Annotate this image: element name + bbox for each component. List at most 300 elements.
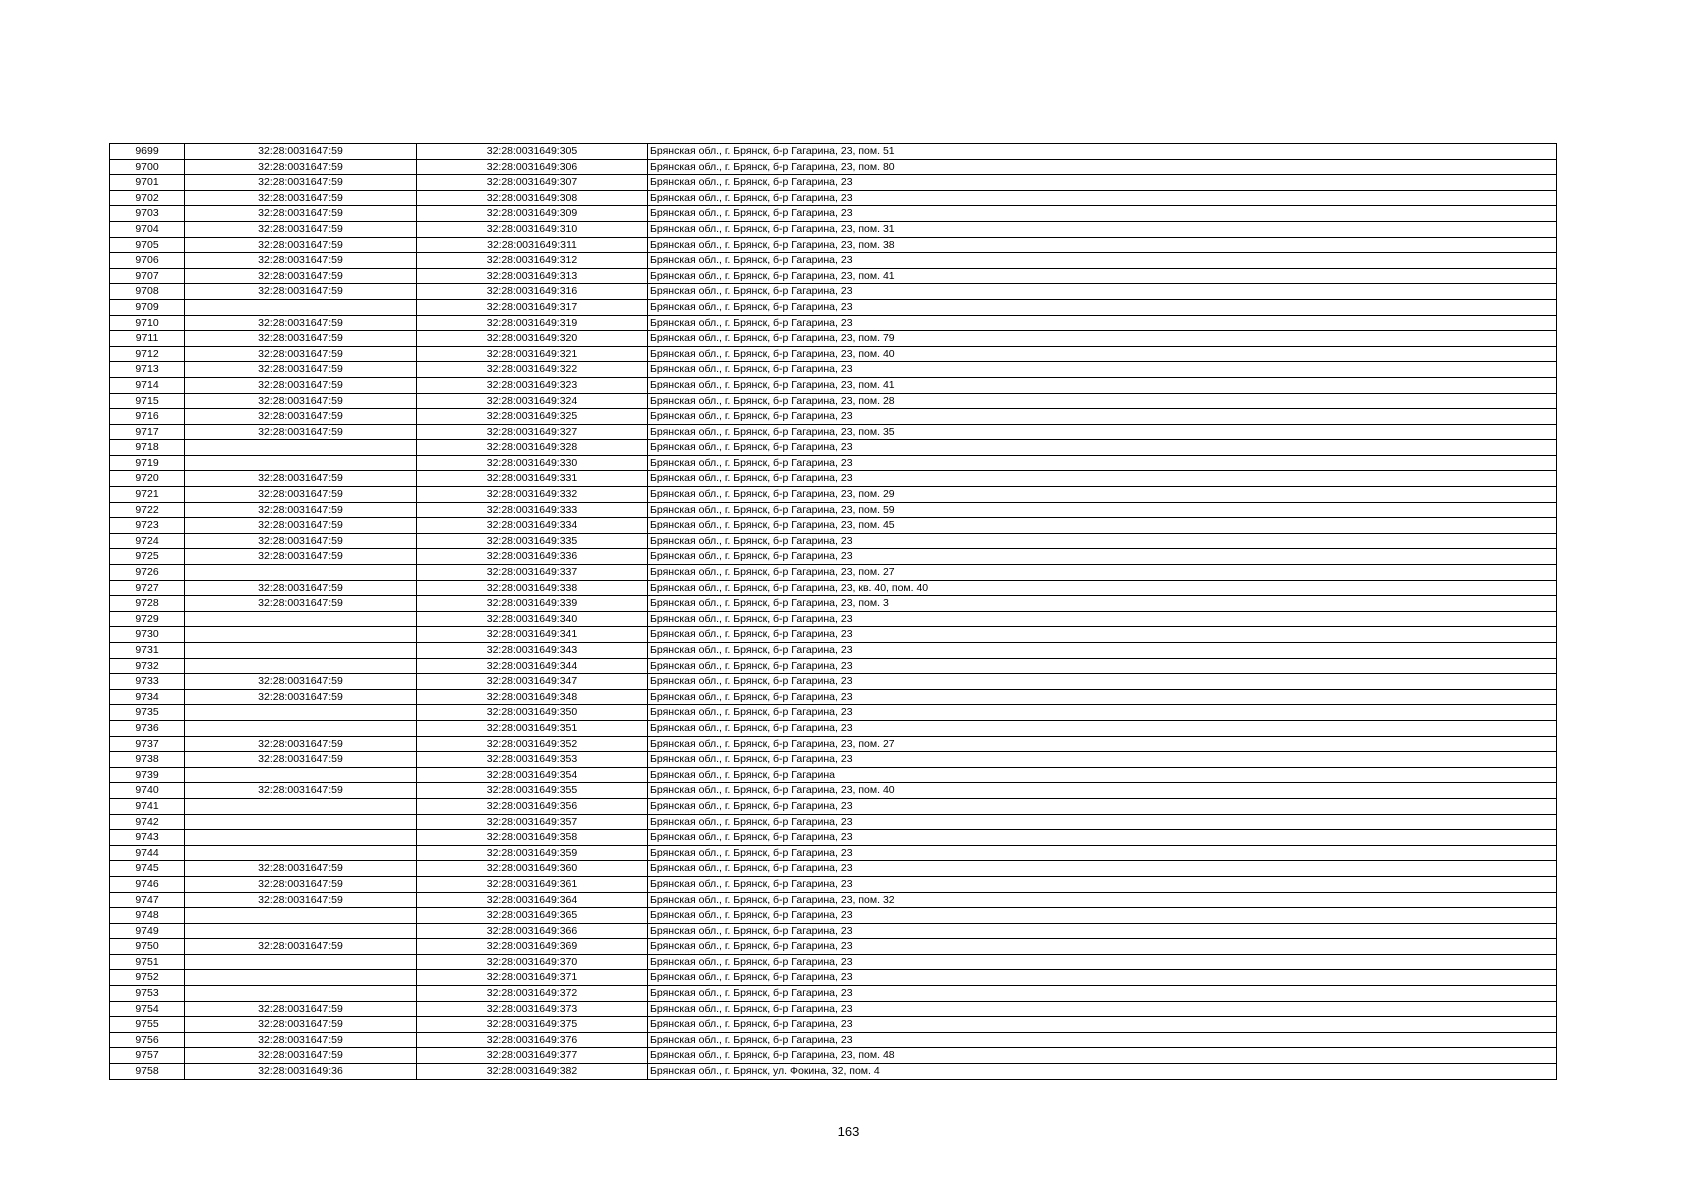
- address-cell: Брянская обл., г. Брянск, б-р Гагарина, 23: [648, 1032, 1557, 1048]
- cadastral-number-cell: 32:28:0031649:360: [417, 861, 648, 877]
- cadastral-number-cell: 32:28:0031649:330: [417, 455, 648, 471]
- cadastral-number-cell: 32:28:0031649:366: [417, 923, 648, 939]
- table-row: [110, 939, 1557, 955]
- address-cell: Брянская обл., г. Брянск, б-р Гагарина, 23: [648, 1017, 1557, 1033]
- address-cell: Брянская обл., г. Брянск, б-р Гагарина, 23: [648, 814, 1557, 830]
- table-row: [110, 705, 1557, 721]
- cadastral-number-cell: 32:28:0031649:347: [417, 674, 648, 690]
- address-cell: Брянская обл., г. Брянск, б-р Гагарина, 23, пом. 29: [648, 487, 1557, 503]
- table-row: [110, 377, 1557, 393]
- table-row: [110, 221, 1557, 237]
- address-cell: Брянская обл., г. Брянск, б-р Гагарина, 23: [648, 206, 1557, 222]
- address-cell: Брянская обл., г. Брянск, б-р Гагарина, 23: [648, 970, 1557, 986]
- address-cell: Брянская обл., г. Брянск, б-р Гагарина, 23, пом. 38: [648, 237, 1557, 253]
- parent-cadastral-number-cell: 32:28:0031647:59: [185, 1017, 417, 1033]
- cadastral-number-cell: 32:28:0031649:348: [417, 689, 648, 705]
- cadastral-number-cell: 32:28:0031649:307: [417, 175, 648, 191]
- parent-cadastral-number-cell: 32:28:0031647:59: [185, 190, 417, 206]
- parent-cadastral-number-cell: 32:28:0031647:59: [185, 315, 417, 331]
- cadastral-number-cell: 32:28:0031649:370: [417, 954, 648, 970]
- row-number-cell: 9719: [110, 455, 185, 471]
- row-number-cell: 9745: [110, 861, 185, 877]
- row-number-cell: 9708: [110, 284, 185, 300]
- cadastral-number-cell: 32:28:0031649:332: [417, 487, 648, 503]
- address-cell: Брянская обл., г. Брянск, б-р Гагарина, 23: [648, 627, 1557, 643]
- table-row: [110, 331, 1557, 347]
- row-number-cell: 9753: [110, 986, 185, 1002]
- row-number-cell: 9739: [110, 767, 185, 783]
- address-cell: Брянская обл., г. Брянск, б-р Гагарина, 23, пом. 32: [648, 892, 1557, 908]
- table-row: [110, 502, 1557, 518]
- row-number-cell: 9741: [110, 798, 185, 814]
- address-cell: Брянская обл., г. Брянск, б-р Гагарина, 23: [648, 752, 1557, 768]
- row-number-cell: 9746: [110, 876, 185, 892]
- address-cell: Брянская обл., г. Брянск, б-р Гагарина, 23, кв. 40, пом. 40: [648, 580, 1557, 596]
- cadastral-number-cell: 32:28:0031649:361: [417, 876, 648, 892]
- address-cell: Брянская обл., г. Брянск, б-р Гагарина, 23: [648, 190, 1557, 206]
- cadastral-number-cell: 32:28:0031649:351: [417, 720, 648, 736]
- address-cell: Брянская обл., г. Брянск, б-р Гагарина, 23: [648, 674, 1557, 690]
- cadastral-number-cell: 32:28:0031649:354: [417, 767, 648, 783]
- page-number: 163: [837, 1124, 860, 1139]
- address-cell: Брянская обл., г. Брянск, б-р Гагарина, 23: [648, 689, 1557, 705]
- row-number-cell: 9713: [110, 362, 185, 378]
- cadastral-number-cell: 32:28:0031649:339: [417, 596, 648, 612]
- cadastral-number-cell: 32:28:0031649:355: [417, 783, 648, 799]
- cadastral-number-cell: 32:28:0031649:359: [417, 845, 648, 861]
- address-cell: Брянская обл., г. Брянск, б-р Гагарина, 23, пом. 80: [648, 159, 1557, 175]
- table-row: [110, 814, 1557, 830]
- cadastral-number-cell: 32:28:0031649:331: [417, 471, 648, 487]
- registry-table: [109, 143, 1557, 1080]
- parent-cadastral-number-cell: 32:28:0031647:59: [185, 144, 417, 160]
- parent-cadastral-number-cell: 32:28:0031647:59: [185, 284, 417, 300]
- row-number-cell: 9712: [110, 346, 185, 362]
- cadastral-number-cell: 32:28:0031649:322: [417, 362, 648, 378]
- table-row: [110, 268, 1557, 284]
- row-number-cell: 9742: [110, 814, 185, 830]
- cadastral-number-cell: 32:28:0031649:341: [417, 627, 648, 643]
- parent-cadastral-number-cell: [185, 814, 417, 830]
- row-number-cell: 9756: [110, 1032, 185, 1048]
- table-row: [110, 284, 1557, 300]
- row-number-cell: 9714: [110, 377, 185, 393]
- row-number-cell: 9729: [110, 611, 185, 627]
- parent-cadastral-number-cell: 32:28:0031647:59: [185, 221, 417, 237]
- address-cell: Брянская обл., г. Брянск, б-р Гагарина, 23: [648, 986, 1557, 1002]
- address-cell: Брянская обл., г. Брянск, б-р Гагарина, 23, пом. 40: [648, 346, 1557, 362]
- cadastral-number-cell: 32:28:0031649:327: [417, 424, 648, 440]
- address-cell: Брянская обл., г. Брянск, б-р Гагарина, 23: [648, 939, 1557, 955]
- address-cell: Брянская обл., г. Брянск, б-р Гагарина, 23: [648, 362, 1557, 378]
- parent-cadastral-number-cell: 32:28:0031647:59: [185, 518, 417, 534]
- address-cell: Брянская обл., г. Брянск, б-р Гагарина, 23: [648, 1001, 1557, 1017]
- cadastral-number-cell: 32:28:0031649:306: [417, 159, 648, 175]
- row-number-cell: 9733: [110, 674, 185, 690]
- parent-cadastral-number-cell: 32:28:0031647:59: [185, 424, 417, 440]
- row-number-cell: 9744: [110, 845, 185, 861]
- table-row: [110, 627, 1557, 643]
- parent-cadastral-number-cell: [185, 440, 417, 456]
- address-cell: Брянская обл., г. Брянск, б-р Гагарина, 23: [648, 440, 1557, 456]
- table-row: [110, 533, 1557, 549]
- cadastral-number-cell: 32:28:0031649:305: [417, 144, 648, 160]
- row-number-cell: 9730: [110, 627, 185, 643]
- table-row: [110, 908, 1557, 924]
- address-cell: Брянская обл., г. Брянск, б-р Гагарина, 23: [648, 798, 1557, 814]
- row-number-cell: 9728: [110, 596, 185, 612]
- row-number-cell: 9701: [110, 175, 185, 191]
- address-cell: Брянская обл., г. Брянск, б-р Гагарина, 23: [648, 611, 1557, 627]
- row-number-cell: 9706: [110, 253, 185, 269]
- parent-cadastral-number-cell: 32:28:0031647:59: [185, 689, 417, 705]
- table-row: [110, 237, 1557, 253]
- row-number-cell: 9748: [110, 908, 185, 924]
- parent-cadastral-number-cell: [185, 705, 417, 721]
- table-row: [110, 970, 1557, 986]
- parent-cadastral-number-cell: [185, 643, 417, 659]
- parent-cadastral-number-cell: 32:28:0031647:59: [185, 861, 417, 877]
- table-row: [110, 643, 1557, 659]
- cadastral-number-cell: 32:28:0031649:337: [417, 565, 648, 581]
- row-number-cell: 9720: [110, 471, 185, 487]
- table-row: [110, 518, 1557, 534]
- address-cell: Брянская обл., г. Брянск, б-р Гагарина, 23, пом. 51: [648, 144, 1557, 160]
- row-number-cell: 9749: [110, 923, 185, 939]
- cadastral-number-cell: 32:28:0031649:350: [417, 705, 648, 721]
- parent-cadastral-number-cell: 32:28:0031647:59: [185, 549, 417, 565]
- parent-cadastral-number-cell: [185, 455, 417, 471]
- registry-sheet: [109, 143, 1556, 1080]
- row-number-cell: 9707: [110, 268, 185, 284]
- table-row: [110, 144, 1557, 160]
- row-number-cell: 9705: [110, 237, 185, 253]
- cadastral-number-cell: 32:28:0031649:336: [417, 549, 648, 565]
- cadastral-number-cell: 32:28:0031649:333: [417, 502, 648, 518]
- table-row: [110, 580, 1557, 596]
- cadastral-number-cell: 32:28:0031649:364: [417, 892, 648, 908]
- table-row: [110, 487, 1557, 503]
- row-number-cell: 9726: [110, 565, 185, 581]
- parent-cadastral-number-cell: [185, 845, 417, 861]
- parent-cadastral-number-cell: 32:28:0031647:59: [185, 253, 417, 269]
- cadastral-number-cell: 32:28:0031649:308: [417, 190, 648, 206]
- row-number-cell: 9752: [110, 970, 185, 986]
- parent-cadastral-number-cell: [185, 720, 417, 736]
- table-row: [110, 299, 1557, 315]
- address-cell: Брянская обл., г. Брянск, б-р Гагарина, 23, пом. 41: [648, 377, 1557, 393]
- parent-cadastral-number-cell: 32:28:0031647:59: [185, 892, 417, 908]
- table-row: [110, 1048, 1557, 1064]
- address-cell: Брянская обл., г. Брянск, б-р Гагарина, 23, пом. 28: [648, 393, 1557, 409]
- row-number-cell: 9758: [110, 1064, 185, 1080]
- parent-cadastral-number-cell: [185, 908, 417, 924]
- cadastral-number-cell: 32:28:0031649:343: [417, 643, 648, 659]
- table-row: [110, 674, 1557, 690]
- address-cell: Брянская обл., г. Брянск, б-р Гагарина, 23, пом. 59: [648, 502, 1557, 518]
- parent-cadastral-number-cell: 32:28:0031647:59: [185, 580, 417, 596]
- address-cell: Брянская обл., г. Брянск, б-р Гагарина, 23, пом. 48: [648, 1048, 1557, 1064]
- row-number-cell: 9751: [110, 954, 185, 970]
- parent-cadastral-number-cell: 32:28:0031647:59: [185, 736, 417, 752]
- parent-cadastral-number-cell: [185, 611, 417, 627]
- cadastral-number-cell: 32:28:0031649:328: [417, 440, 648, 456]
- cadastral-number-cell: 32:28:0031649:344: [417, 658, 648, 674]
- parent-cadastral-number-cell: 32:28:0031647:59: [185, 393, 417, 409]
- parent-cadastral-number-cell: 32:28:0031647:59: [185, 752, 417, 768]
- table-row: [110, 783, 1557, 799]
- table-row: [110, 767, 1557, 783]
- row-number-cell: 9718: [110, 440, 185, 456]
- parent-cadastral-number-cell: [185, 299, 417, 315]
- table-row: [110, 736, 1557, 752]
- address-cell: Брянская обл., г. Брянск, б-р Гагарина, 23: [648, 409, 1557, 425]
- row-number-cell: 9738: [110, 752, 185, 768]
- parent-cadastral-number-cell: 32:28:0031647:59: [185, 939, 417, 955]
- address-cell: Брянская обл., г. Брянск, б-р Гагарина, 23: [648, 908, 1557, 924]
- table-row: [110, 752, 1557, 768]
- row-number-cell: 9722: [110, 502, 185, 518]
- address-cell: Брянская обл., г. Брянск, б-р Гагарина, 23: [648, 549, 1557, 565]
- table-row: [110, 346, 1557, 362]
- row-number-cell: 9743: [110, 830, 185, 846]
- address-cell: Брянская обл., г. Брянск, б-р Гагарина, 23: [648, 175, 1557, 191]
- row-number-cell: 9735: [110, 705, 185, 721]
- parent-cadastral-number-cell: 32:28:0031647:59: [185, 876, 417, 892]
- table-row: [110, 986, 1557, 1002]
- parent-cadastral-number-cell: 32:28:0031647:59: [185, 1032, 417, 1048]
- cadastral-number-cell: 32:28:0031649:371: [417, 970, 648, 986]
- cadastral-number-cell: 32:28:0031649:334: [417, 518, 648, 534]
- cadastral-number-cell: 32:28:0031649:382: [417, 1064, 648, 1080]
- row-number-cell: 9732: [110, 658, 185, 674]
- parent-cadastral-number-cell: [185, 658, 417, 674]
- table-row: [110, 440, 1557, 456]
- table-row: [110, 471, 1557, 487]
- row-number-cell: 9727: [110, 580, 185, 596]
- cadastral-number-cell: 32:28:0031649:353: [417, 752, 648, 768]
- parent-cadastral-number-cell: 32:28:0031647:59: [185, 596, 417, 612]
- row-number-cell: 9747: [110, 892, 185, 908]
- parent-cadastral-number-cell: 32:28:0031647:59: [185, 377, 417, 393]
- row-number-cell: 9703: [110, 206, 185, 222]
- table-row: [110, 206, 1557, 222]
- parent-cadastral-number-cell: [185, 565, 417, 581]
- cadastral-number-cell: 32:28:0031649:316: [417, 284, 648, 300]
- cadastral-number-cell: 32:28:0031649:323: [417, 377, 648, 393]
- table-row: [110, 923, 1557, 939]
- row-number-cell: 9755: [110, 1017, 185, 1033]
- address-cell: Брянская обл., г. Брянск, б-р Гагарина, 23, пом. 3: [648, 596, 1557, 612]
- table-row: [110, 253, 1557, 269]
- parent-cadastral-number-cell: 32:28:0031647:59: [185, 206, 417, 222]
- cadastral-number-cell: 32:28:0031649:365: [417, 908, 648, 924]
- parent-cadastral-number-cell: [185, 923, 417, 939]
- address-cell: Брянская обл., г. Брянск, б-р Гагарина, 23: [648, 954, 1557, 970]
- address-cell: Брянская обл., г. Брянск, б-р Гагарина, 23: [648, 876, 1557, 892]
- table-row: [110, 876, 1557, 892]
- cadastral-number-cell: 32:28:0031649:338: [417, 580, 648, 596]
- cadastral-number-cell: 32:28:0031649:376: [417, 1032, 648, 1048]
- row-number-cell: 9717: [110, 424, 185, 440]
- parent-cadastral-number-cell: 32:28:0031647:59: [185, 533, 417, 549]
- address-cell: Брянская обл., г. Брянск, б-р Гагарина, 23, пом. 35: [648, 424, 1557, 440]
- cadastral-number-cell: 32:28:0031649:309: [417, 206, 648, 222]
- parent-cadastral-number-cell: 32:28:0031647:59: [185, 1001, 417, 1017]
- row-number-cell: 9709: [110, 299, 185, 315]
- row-number-cell: 9710: [110, 315, 185, 331]
- row-number-cell: 9723: [110, 518, 185, 534]
- cadastral-number-cell: 32:28:0031649:317: [417, 299, 648, 315]
- address-cell: Брянская обл., г. Брянск, б-р Гагарина, 23: [648, 643, 1557, 659]
- table-row: [110, 175, 1557, 191]
- row-number-cell: 9736: [110, 720, 185, 736]
- table-row: [110, 1064, 1557, 1080]
- cadastral-number-cell: 32:28:0031649:358: [417, 830, 648, 846]
- table-row: [110, 565, 1557, 581]
- row-number-cell: 9704: [110, 221, 185, 237]
- row-number-cell: 9734: [110, 689, 185, 705]
- table-row: [110, 845, 1557, 861]
- parent-cadastral-number-cell: [185, 986, 417, 1002]
- address-cell: Брянская обл., г. Брянск, б-р Гагарина, 23: [648, 845, 1557, 861]
- address-cell: Брянская обл., г. Брянск, б-р Гагарина, 23, пом. 40: [648, 783, 1557, 799]
- row-number-cell: 9716: [110, 409, 185, 425]
- address-cell: Брянская обл., г. Брянск, б-р Гагарина, 23: [648, 533, 1557, 549]
- table-row: [110, 393, 1557, 409]
- parent-cadastral-number-cell: 32:28:0031647:59: [185, 783, 417, 799]
- cadastral-number-cell: 32:28:0031649:311: [417, 237, 648, 253]
- cadastral-number-cell: 32:28:0031649:369: [417, 939, 648, 955]
- table-row: [110, 455, 1557, 471]
- row-number-cell: 9725: [110, 549, 185, 565]
- address-cell: Брянская обл., г. Брянск, б-р Гагарина, 23: [648, 923, 1557, 939]
- address-cell: Брянская обл., г. Брянск, б-р Гагарина, 23: [648, 455, 1557, 471]
- cadastral-number-cell: 32:28:0031649:320: [417, 331, 648, 347]
- parent-cadastral-number-cell: [185, 798, 417, 814]
- table-row: [110, 424, 1557, 440]
- parent-cadastral-number-cell: 32:28:0031647:59: [185, 175, 417, 191]
- row-number-cell: 9737: [110, 736, 185, 752]
- parent-cadastral-number-cell: 32:28:0031647:59: [185, 409, 417, 425]
- cadastral-number-cell: 32:28:0031649:372: [417, 986, 648, 1002]
- cadastral-number-cell: 32:28:0031649:310: [417, 221, 648, 237]
- table-row: [110, 611, 1557, 627]
- cadastral-number-cell: 32:28:0031649:356: [417, 798, 648, 814]
- parent-cadastral-number-cell: [185, 830, 417, 846]
- cadastral-number-cell: 32:28:0031649:312: [417, 253, 648, 269]
- table-row: [110, 1032, 1557, 1048]
- cadastral-number-cell: 32:28:0031649:324: [417, 393, 648, 409]
- address-cell: Брянская обл., г. Брянск, б-р Гагарина, 23, пом. 45: [648, 518, 1557, 534]
- table-row: [110, 159, 1557, 175]
- table-row: [110, 549, 1557, 565]
- parent-cadastral-number-cell: 32:28:0031647:59: [185, 674, 417, 690]
- address-cell: Брянская обл., г. Брянск, б-р Гагарина, 23: [648, 471, 1557, 487]
- parent-cadastral-number-cell: 32:28:0031647:59: [185, 362, 417, 378]
- row-number-cell: 9750: [110, 939, 185, 955]
- parent-cadastral-number-cell: 32:28:0031649:36: [185, 1064, 417, 1080]
- cadastral-number-cell: 32:28:0031649:357: [417, 814, 648, 830]
- address-cell: Брянская обл., г. Брянск, б-р Гагарина, 23: [648, 315, 1557, 331]
- row-number-cell: 9721: [110, 487, 185, 503]
- row-number-cell: 9740: [110, 783, 185, 799]
- parent-cadastral-number-cell: [185, 627, 417, 643]
- cadastral-number-cell: 32:28:0031649:321: [417, 346, 648, 362]
- cadastral-number-cell: 32:28:0031649:377: [417, 1048, 648, 1064]
- parent-cadastral-number-cell: 32:28:0031647:59: [185, 159, 417, 175]
- address-cell: Брянская обл., г. Брянск, б-р Гагарина, 23: [648, 830, 1557, 846]
- parent-cadastral-number-cell: 32:28:0031647:59: [185, 471, 417, 487]
- parent-cadastral-number-cell: 32:28:0031647:59: [185, 237, 417, 253]
- address-cell: Брянская обл., г. Брянск, б-р Гагарина, 23: [648, 284, 1557, 300]
- address-cell: Брянская обл., г. Брянск, б-р Гагарина: [648, 767, 1557, 783]
- table-row: [110, 362, 1557, 378]
- address-cell: Брянская обл., г. Брянск, б-р Гагарина, 23: [648, 253, 1557, 269]
- address-cell: Брянская обл., г. Брянск, б-р Гагарина, 23: [648, 705, 1557, 721]
- address-cell: Брянская обл., г. Брянск, б-р Гагарина, 23, пом. 27: [648, 565, 1557, 581]
- table-row: [110, 830, 1557, 846]
- row-number-cell: 9731: [110, 643, 185, 659]
- row-number-cell: 9724: [110, 533, 185, 549]
- table-row: [110, 861, 1557, 877]
- table-row: [110, 315, 1557, 331]
- registry-table-body: [110, 144, 1557, 1080]
- address-cell: Брянская обл., г. Брянск, ул. Фокина, 32, пом. 4: [648, 1064, 1557, 1080]
- cadastral-number-cell: 32:28:0031649:319: [417, 315, 648, 331]
- parent-cadastral-number-cell: [185, 767, 417, 783]
- parent-cadastral-number-cell: 32:28:0031647:59: [185, 331, 417, 347]
- address-cell: Брянская обл., г. Брянск, б-р Гагарина, 23: [648, 861, 1557, 877]
- cadastral-number-cell: 32:28:0031649:373: [417, 1001, 648, 1017]
- cadastral-number-cell: 32:28:0031649:325: [417, 409, 648, 425]
- table-row: [110, 1001, 1557, 1017]
- address-cell: Брянская обл., г. Брянск, б-р Гагарина, 23: [648, 299, 1557, 315]
- parent-cadastral-number-cell: 32:28:0031647:59: [185, 1048, 417, 1064]
- row-number-cell: 9715: [110, 393, 185, 409]
- row-number-cell: 9757: [110, 1048, 185, 1064]
- address-cell: Брянская обл., г. Брянск, б-р Гагарина, 23, пом. 27: [648, 736, 1557, 752]
- parent-cadastral-number-cell: 32:28:0031647:59: [185, 502, 417, 518]
- parent-cadastral-number-cell: 32:28:0031647:59: [185, 487, 417, 503]
- parent-cadastral-number-cell: [185, 954, 417, 970]
- table-row: [110, 798, 1557, 814]
- table-row: [110, 658, 1557, 674]
- parent-cadastral-number-cell: 32:28:0031647:59: [185, 346, 417, 362]
- row-number-cell: 9699: [110, 144, 185, 160]
- table-row: [110, 689, 1557, 705]
- address-cell: Брянская обл., г. Брянск, б-р Гагарина, 23: [648, 720, 1557, 736]
- table-row: [110, 720, 1557, 736]
- address-cell: Брянская обл., г. Брянск, б-р Гагарина, 23, пом. 79: [648, 331, 1557, 347]
- row-number-cell: 9702: [110, 190, 185, 206]
- row-number-cell: 9754: [110, 1001, 185, 1017]
- table-row: [110, 190, 1557, 206]
- address-cell: Брянская обл., г. Брянск, б-р Гагарина, 23, пом. 31: [648, 221, 1557, 237]
- cadastral-number-cell: 32:28:0031649:335: [417, 533, 648, 549]
- table-row: [110, 596, 1557, 612]
- cadastral-number-cell: 32:28:0031649:313: [417, 268, 648, 284]
- table-row: [110, 954, 1557, 970]
- row-number-cell: 9711: [110, 331, 185, 347]
- table-row: [110, 892, 1557, 908]
- table-row: [110, 1017, 1557, 1033]
- cadastral-number-cell: 32:28:0031649:340: [417, 611, 648, 627]
- address-cell: Брянская обл., г. Брянск, б-р Гагарина, 23: [648, 658, 1557, 674]
- parent-cadastral-number-cell: 32:28:0031647:59: [185, 268, 417, 284]
- cadastral-number-cell: 32:28:0031649:375: [417, 1017, 648, 1033]
- address-cell: Брянская обл., г. Брянск, б-р Гагарина, 23, пом. 41: [648, 268, 1557, 284]
